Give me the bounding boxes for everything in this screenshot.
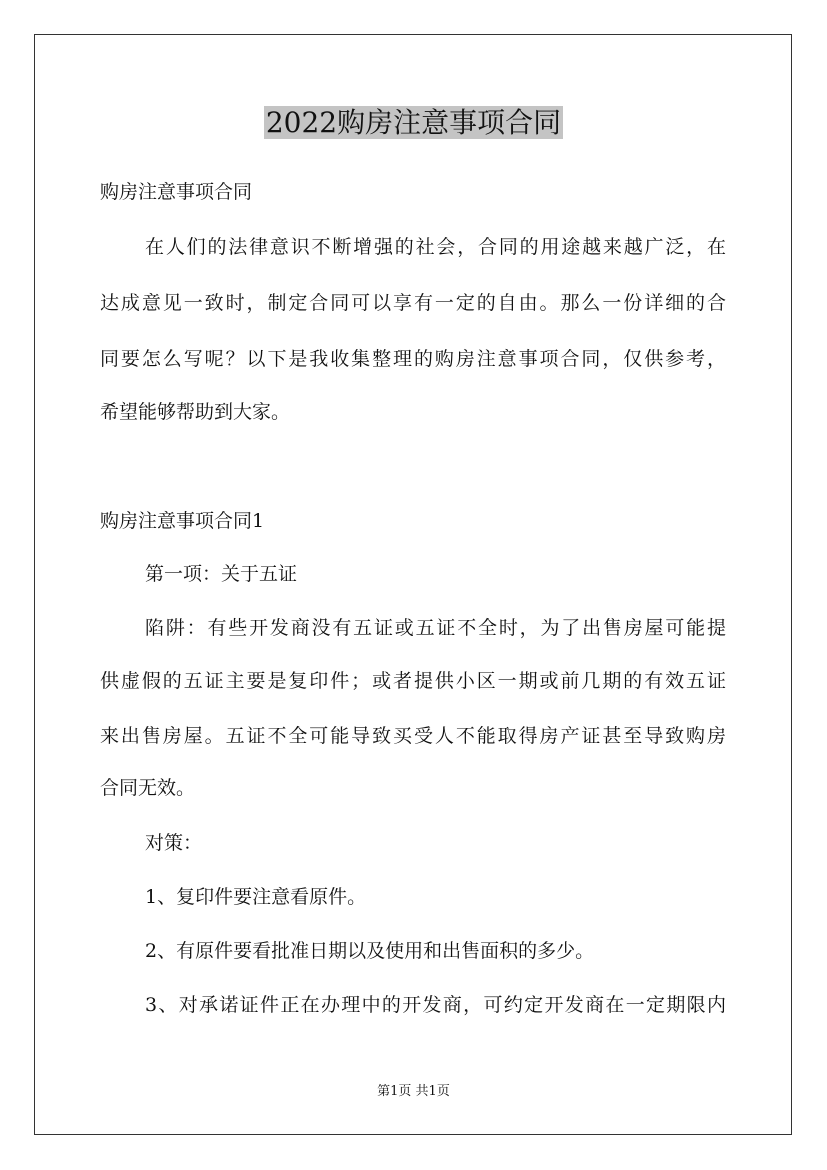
countermeasure-item-1: 1、复印件要注意看原件。	[145, 886, 367, 908]
document-subtitle: 购房注意事项合同	[100, 181, 253, 203]
intro-line-4: 希望能够帮助到大家。	[100, 401, 291, 423]
trap-line-3: 来出售房屋。五证不全可能导致买受人不能取得房产证甚至导致购房	[100, 725, 726, 747]
intro-line-3: 同要怎么写呢？以下是我收集整理的购房注意事项合同，仅供参考，	[100, 348, 726, 370]
item-heading: 第一项：关于五证	[145, 563, 298, 585]
trap-line-2: 供虚假的五证主要是复印件；或者提供小区一期或前几期的有效五证	[100, 670, 726, 692]
trap-line-4: 合同无效。	[100, 777, 196, 799]
intro-line-2: 达成意见一致时，制定合同可以享有一定的自由。那么一份详细的合	[100, 292, 726, 314]
section-heading: 购房注意事项合同1	[100, 510, 265, 532]
intro-line-1: 在人们的法律意识不断增强的社会，合同的用途越来越广泛，在	[145, 236, 726, 258]
countermeasure-label: 对策：	[145, 832, 203, 854]
trap-line-1: 陷阱：有些开发商没有五证或五证不全时，为了出售房屋可能提	[145, 617, 726, 639]
document-title-text: 2022购房注意事项合同	[265, 106, 562, 139]
document-title	[0, 100, 827, 146]
page-number-footer: 第1页 共1页	[377, 1084, 450, 1099]
countermeasure-item-3: 3、对承诺证件正在办理中的开发商，可约定开发商在一定期限内	[145, 994, 726, 1016]
countermeasure-item-2: 2、有原件要看批准日期以及使用和出售面积的多少。	[145, 940, 595, 962]
